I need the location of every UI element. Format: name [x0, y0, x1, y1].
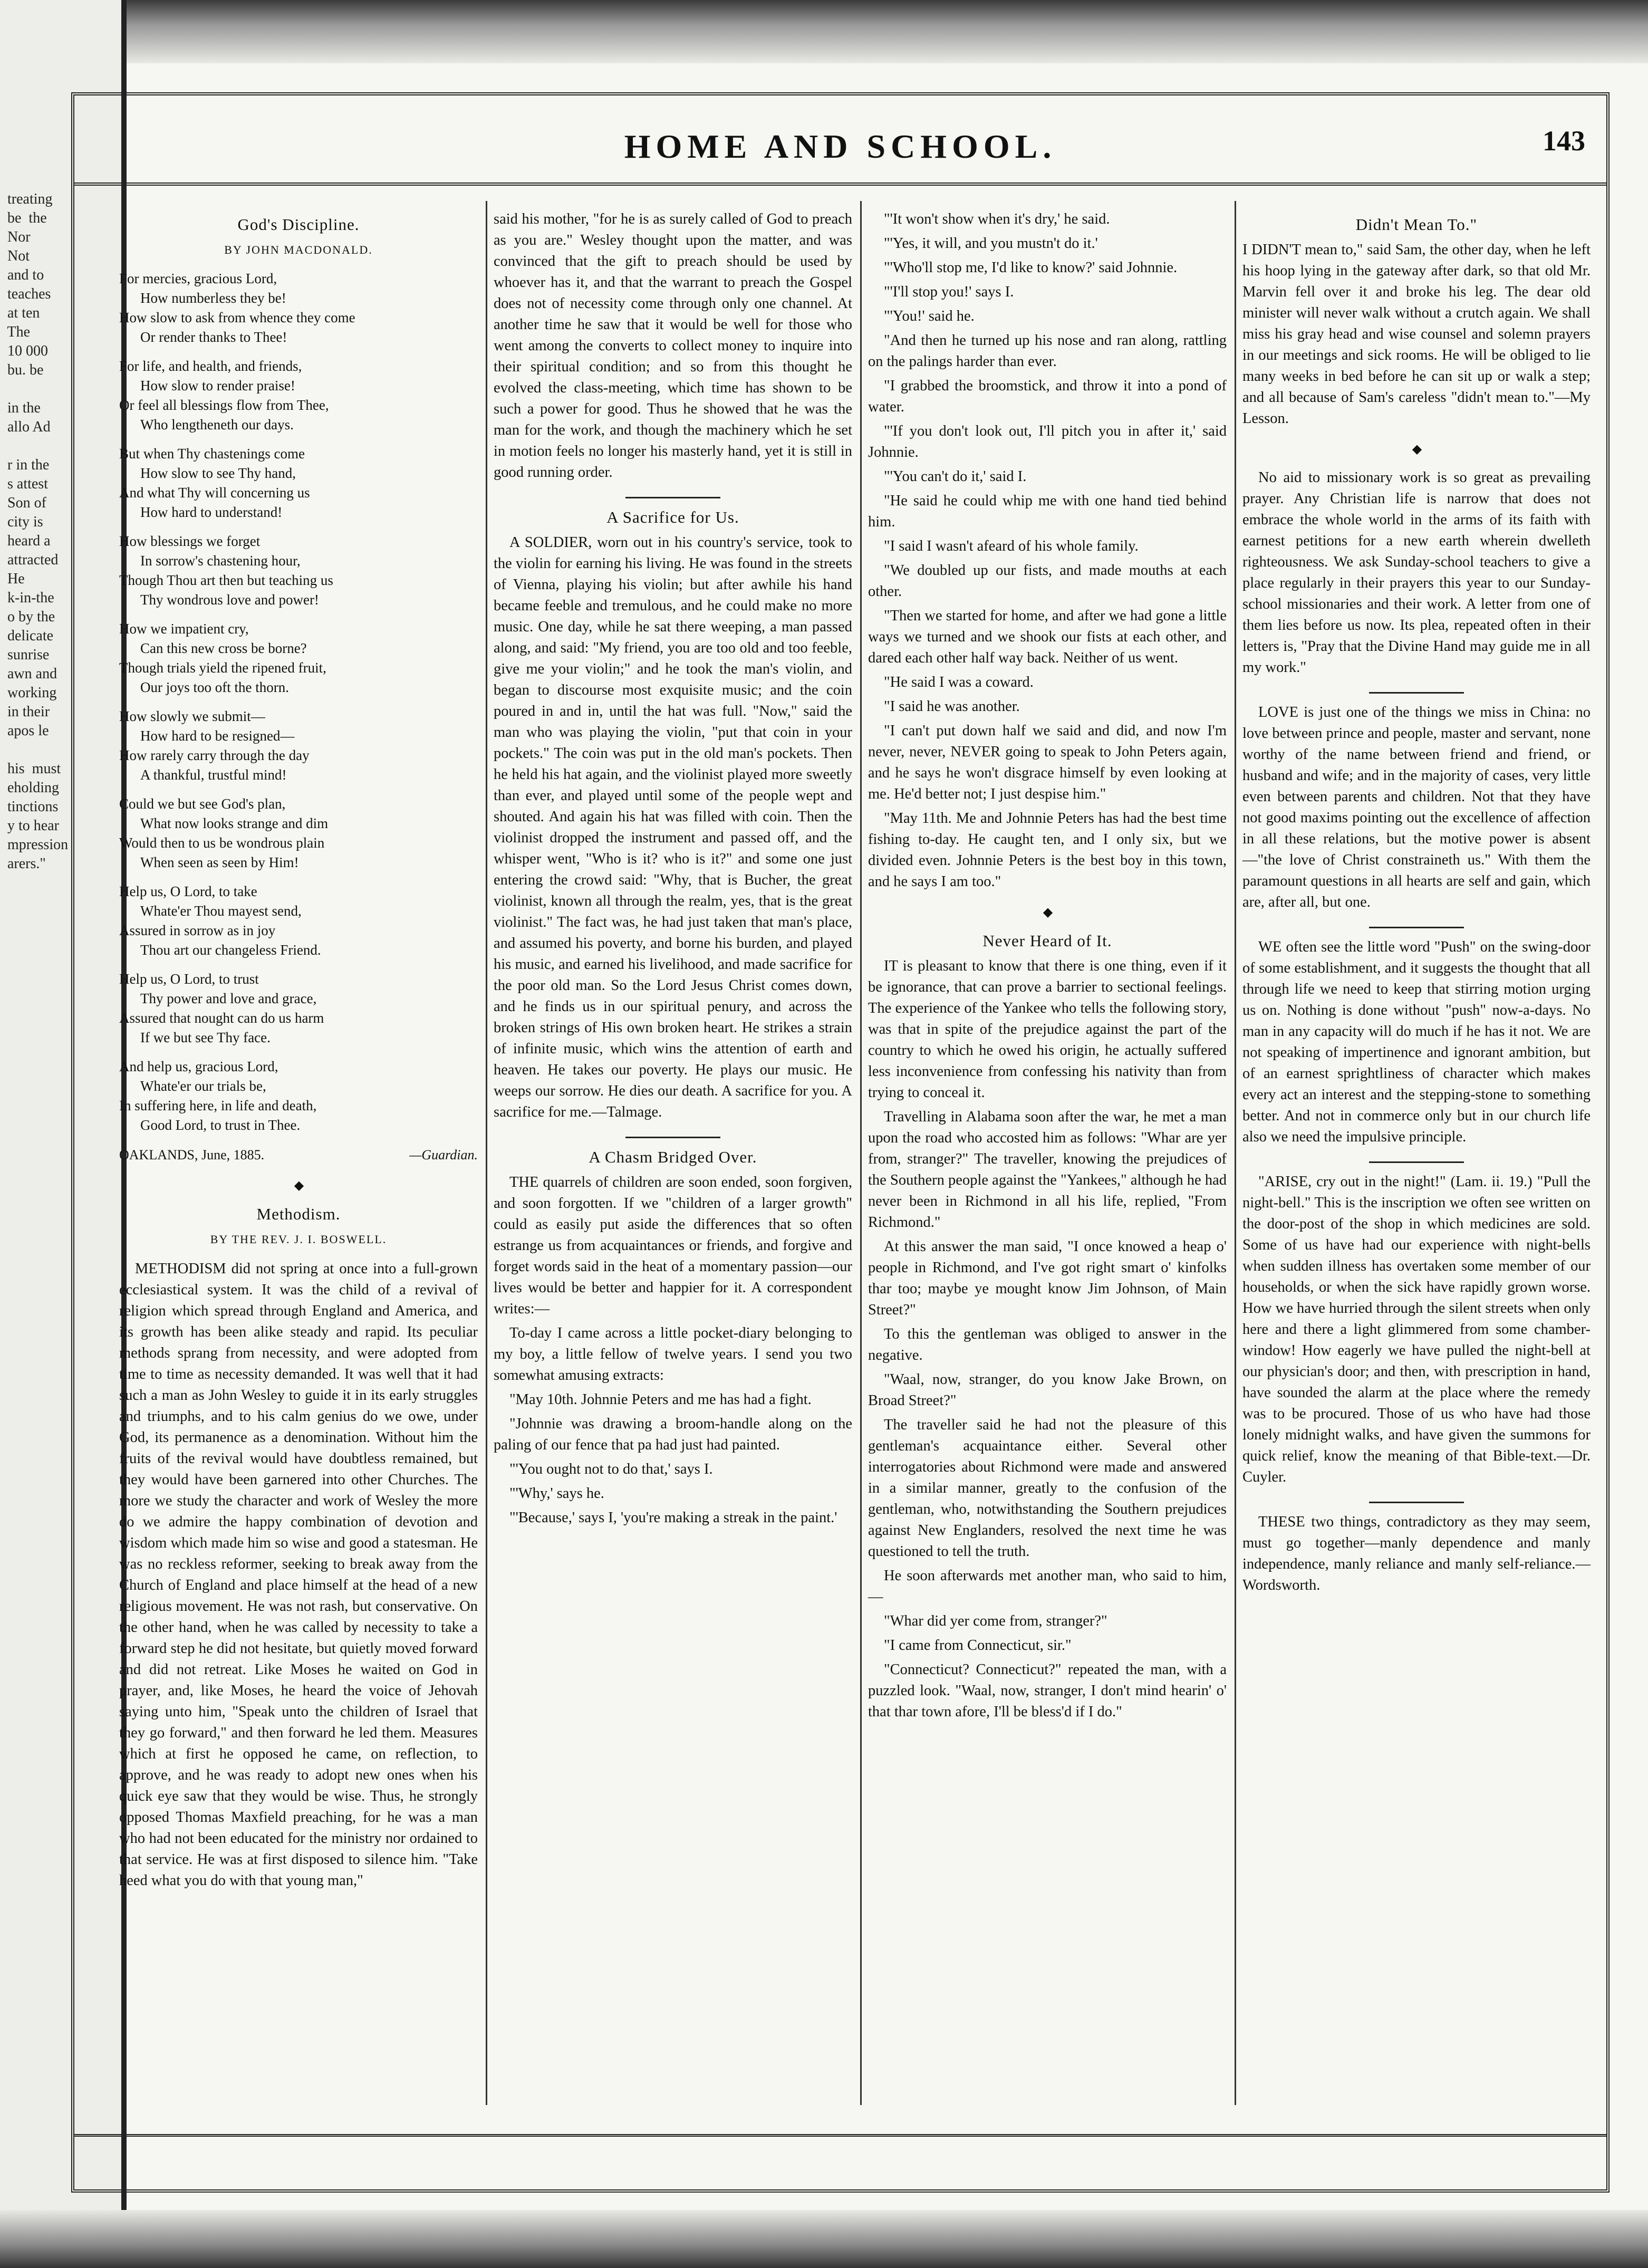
chasm-title: A Chasm Bridged Over. — [589, 1148, 757, 1166]
section-rule — [625, 1137, 720, 1138]
section-rule — [625, 497, 720, 498]
poem-line: How hard to understand! — [140, 504, 283, 520]
paragraph: "Waal, now, stranger, do you know Jake Brown, on Broad Street?" — [868, 1371, 1227, 1409]
page-bottom-rule — [74, 2134, 1606, 2137]
poem-stanza — [119, 882, 478, 960]
page-number: 143 — [1543, 125, 1585, 157]
poem-line: Help us, O Lord, to take — [119, 883, 257, 899]
poem-line: How hard to be resigned— — [140, 728, 295, 744]
poem-line: Or render thanks to Thee! — [140, 329, 287, 345]
section-rule — [1369, 692, 1464, 694]
section-rule — [1369, 927, 1464, 928]
column-divider — [1235, 201, 1236, 2105]
paragraph: "'Who'll stop me, I'd like to know?' said Johnnie. — [884, 260, 1178, 276]
poem-line: In sorrow's chastening hour, — [140, 553, 301, 569]
paragraph: "I came from Connecticut, sir." — [884, 1637, 1072, 1654]
paragraph: He soon afterwards met another man, who said to him,— — [868, 1568, 1227, 1605]
paragraph: To-day I came across a little pocket-diary belonging to my boy, a little fellow of twelve years. I send you two somewhat amusing extracts: — [494, 1325, 852, 1383]
paragraph: "He said he could whip me with one hand tied behind him. — [868, 493, 1227, 530]
poem-line: Our joys too oft the thorn. — [140, 679, 289, 695]
previous-page-fragment: treating be the Nor Not and to teaches at ten The 10 000 bu. be in the allo Ad r in the s attest Son of city is heard a attracted He k-in-the o by the delicate sunrise awn and working in their apos le his must eholding tinctions y to hear mpression arers." — [7, 191, 69, 872]
article-body: METHODISM did not spring at once into a full-grown ecclesiastical system. It was the child of a revival of religion which spread through England and America, and its growth has been alike steady and rapid. Its peculiar methods sprang from necessity, and were adopted from time to time as necessity demanded. It was well that it had such a man as John Wesley to guide it in its early struggles and triumphs, and to his calm genius do we owe, under God, its permanence as a denomination. Without him the fruits of the revival would have doubtless remained, but they would have been garnered into other Churches. The more we study the character and work of Wesley the more do we admire the happy combination of devotion and wisdom which made him so wise and good a statesman. He was no reckless reformer, seeking to break away from the Church of England and place himself at the head of a new religious movement. He was not rash, but conservative. On the other hand, when he was called by necessity to take a forward step he did not hesitate, but quietly moved forward and did not retreat. Like Moses he waited on God in prayer, and, like Moses, he heard the voice of Jehovah saying unto him, "Speak unto the children of Israel that they go forward," and then forward he led them. Measures which at first he opposed he came, on reflection, to approve, and he was ready to adopt new ones when his quick eye saw that they would be wise. Thus, he strongly opposed Thomas Maxfield preaching, for he was a man who had not been educated for the ministry nor ordained to that service. He was at first disposed to silence him. "Take heed what you do with that young man," — [119, 1261, 478, 1889]
these-body: THESE two things, contradictory as they may seem, must go together—manly dependence and manly independence, manly reliance and manly self-reliance.—Wordsworth. — [1242, 1514, 1591, 1593]
poem-date: OAKLANDS, June, 1885. — [119, 1147, 265, 1162]
poem-line: Thou art our changeless Friend. — [140, 942, 321, 958]
poem-stanzas — [119, 269, 478, 1135]
poem-stanza — [119, 444, 478, 522]
poem-stanza — [119, 357, 478, 435]
poem-line: And what Thy will concerning us — [119, 485, 310, 501]
poem-line: In suffering here, in life and death, — [119, 1098, 317, 1113]
poem-line: Assured that nought can do us harm — [119, 1010, 324, 1026]
poem-line: How blessings we forget — [119, 533, 261, 549]
paragraph: Travelling in Alabama soon after the war, he met a man upon the road who accosted him as follows: "Whar are yer from, stranger?" The traveller, knowing the prejudices of the Southern people against the "Yankees," although he had never been in Richmond in all his life, replied, "From Richmond." — [868, 1109, 1227, 1231]
poem-line: Could we but see God's plan, — [119, 796, 286, 812]
poem-line: Or feel all blessings flow from Thee, — [119, 397, 329, 413]
poem-line: When seen as seen by Him! — [140, 854, 299, 870]
poem-line: But when Thy chastenings come — [119, 446, 305, 462]
paragraph: "May 11th. Me and Johnnie Peters has had the best time fishing to-day. He caught ten, and I only six, but we divided even. Johnnie Peters is the best boy in this town, and he says I am too." — [868, 810, 1227, 890]
poem-line: Though trials yield the ripened fruit, — [119, 660, 326, 676]
article-title: Methodism. — [256, 1205, 341, 1223]
column-3 — [868, 209, 1227, 1726]
article-separator: ◆ — [1412, 443, 1421, 456]
poem-line: How numberless they be! — [140, 290, 286, 306]
paragraph: "'Why,' says he. — [509, 1485, 604, 1502]
paragraph: "Whar did yer come from, stranger?" — [884, 1613, 1107, 1629]
section-rule — [1369, 1502, 1464, 1503]
paragraph: "Johnnie was drawing a broom-handle along on the paling of our fence that pa had just had painted. — [494, 1416, 852, 1453]
poem-line: Assured in sorrow as in joy — [119, 922, 276, 938]
paragraph: "'It won't show when it's dry,' he said. — [884, 211, 1110, 227]
paragraph: "'You!' said he. — [884, 308, 975, 324]
poem-line: A thankful, trustful mind! — [140, 767, 287, 783]
article-separator: ◆ — [294, 1179, 303, 1193]
poem-byline: BY JOHN MACDONALD. — [224, 243, 373, 256]
poem-line: Who lengtheneth our days. — [140, 417, 294, 433]
column-divider — [860, 201, 862, 2105]
poem-line: Thy power and love and grace, — [140, 991, 317, 1006]
arise-body: "ARISE, cry out in the night!" (Lam. ii. 19.) "Pull the night-bell." This is the inscription we often see written on the door-post of the shop in which medicines are sold. Some of us have had our experience with night-bells when sudden illness has overtaken some member of our households, or when the sick have rapidly grown worse. How we have hurried through the silent streets when only here and there a light glimmered from some chamber-window! How eagerly we have pulled the night-bell at our physician's door; and then, with prescription in hand, have sounded the alarm at the place where the remedy was to be procured. Those of us who have had those lonely midnight walks, and have given the summons for quick relief, know the meaning of that Bible-text.—Dr. Cuyler. — [1242, 1174, 1591, 1485]
poem-dateline — [119, 1145, 478, 1166]
paragraph: The traveller said he had not the pleasure of this gentleman's acquaintance either. Several other interrogatories about Richmond were made and answered in a similar manner, greatly to the confusion of the gentleman, who, notwithstanding the Southern prejudices against New Englanders, resolved the next time he was questioned to tell the truth. — [868, 1417, 1227, 1560]
column-2 — [494, 209, 852, 1532]
paragraph: "'Yes, it will, and you mustn't do it.' — [884, 235, 1098, 252]
paragraph: "Connecticut? Connecticut?" repeated the man, with a puzzled look. "Waal, now, stranger, I don't mind hearin' o' that thar town afore, I'll be bless'd if I do." — [868, 1661, 1227, 1720]
paragraph: At this answer the man said, "I once knowed a heap o' people in Richmond, and I've got right smart o' kinfolks thar too; maybe ye mought know Jim Johnson, of Main Street?" — [868, 1238, 1227, 1318]
poem-line: Thy wondrous love and power! — [140, 592, 319, 608]
poem-stanza — [119, 269, 478, 347]
poem-line: Though Thou art then but teaching us — [119, 572, 333, 588]
poem-line: How we impatient cry, — [119, 621, 249, 637]
poem-line: For life, and health, and friends, — [119, 358, 302, 374]
scan-edge-bottom — [0, 2210, 1648, 2268]
paragraph: "I grabbed the broomstick, and throw it into a pond of water. — [868, 378, 1227, 415]
paragraph: "'I'll stop you!' says I. — [884, 284, 1014, 300]
scan-edge-top — [0, 0, 1648, 63]
poem-stanza — [119, 1057, 478, 1135]
poem-source: —Guardian. — [409, 1147, 478, 1162]
masthead-rule — [74, 182, 1606, 186]
column-1 — [119, 209, 478, 1895]
poem-line: And help us, gracious Lord, — [119, 1059, 278, 1074]
paragraph: "Then we started for home, and after we had gone a little ways we turned and we shook our fists at each other, and dared each other half way back. Neither of us went. — [868, 608, 1227, 666]
paragraph: "He said I was a coward. — [884, 674, 1034, 690]
didnt-title: Didn't Mean To." — [1355, 215, 1478, 234]
paragraph: "I said he was another. — [884, 698, 1020, 715]
poem-stanza — [119, 619, 478, 697]
paragraph: IT is pleasant to know that there is one thing, even if it be ignorance, that can prove a barrier to sectional feelings. The experience of the Yankee who tells the following story, was that in spite of the prejudice against the part of the country to which he owed his origin, he actually suffered less inconvenience from confessing his nativity than from trying to conceal it. — [868, 958, 1227, 1101]
missionary-body: No aid to missionary work is so great as prevailing prayer. Any Christian life is narrow that does not embrace the whole world in the arms of its faith with earnest petitions for a new earth wherein dwelleth righteousness. We ask Sunday-school teachers to give a place regularly in their prayers this year to our Sunday-school missionaries and their work. A letter from one of them lies before us now. Its plea, repeated often in their letters is, "Pray that the Divine Hand may guide me in all my work." — [1242, 469, 1591, 676]
paragraph: "I said I wasn't afeard of his whole family. — [884, 538, 1139, 554]
section-rule — [1369, 1161, 1464, 1163]
paragraph: "We doubled up our fists, and made mouths at each other. — [868, 562, 1227, 600]
paragraph: "'If you don't look out, I'll pitch you in after it,' said Johnnie. — [868, 423, 1227, 460]
article-byline: BY THE REV. J. I. BOSWELL. — [210, 1233, 387, 1246]
poem-line: How slow to ask from whence they come — [119, 310, 355, 325]
poem-line: Can this new cross be borne? — [140, 640, 307, 656]
poem-line: How slow to render praise! — [140, 378, 295, 393]
sacrifice-body: A SOLDIER, worn out in his country's service, took to the violin for earning his living. He was found in the streets of Vienna, playing his violin; but after awhile his hand became feeble and tremulous, and he could make no more music. One day, while he sat there weeping, a man passed along, and said: "My friend, you are too old and too feeble, give me your violin;" and he took the man's violin, and began to discourse most exquisite music; and the coin poured in and in, until the hat was full. "Now," said the man who was playing the violin, "put that coin in your pockets." The coin was put in the old man's pockets. Then he held his hat again, and the violinist played more sweetly than ever, and played until some of the people wept and shouted. And again his hat was filled with coin. Then the violinist dropped the instrument and passed off, and the whisper went, "Who is it? who is it?" and some one just entering the crowd said: "Why, that is Bucher, the great violinist, known all through the realm, yes, that is the great violinist." The fact was, he had just taken that man's place, and assumed his poverty, and borne his burden, and played his music, and earned his livelihood, and made sacrifice for the poor old man. So the Lord Jesus Christ comes down, and he finds us in our spiritual penury, and across the broken strings of His own broken heart. He strikes a strain of infinite music, which wins the attention of earth and heaven. He takes our poverty. He plays our music. He weeps our sorrow. He dies our death. A sacrifice for you. A sacrifice for me.—Talmage. — [494, 534, 852, 1120]
never-title: Never Heard of It. — [982, 931, 1112, 950]
poem-line: How slow to see Thy hand, — [140, 465, 296, 481]
poem-title: God's Discipline. — [237, 215, 360, 234]
article-separator: ◆ — [1043, 906, 1052, 919]
newspaper-page — [71, 92, 1610, 2193]
poem-stanza — [119, 969, 478, 1047]
poem-line: How rarely carry through the day — [119, 747, 310, 763]
poem-line: Help us, O Lord, to trust — [119, 971, 259, 987]
column-4 — [1242, 209, 1591, 1599]
love-body: LOVE is just one of the things we miss in China: no love between prince and people, master and servant, none worthy of the name between friend and friend, or husband and wife; and in the majority of cases, very little even between parents and children. Not that they have not good maxims pointing out the excellence of affection in all these relations, but the motive power is absent —"the love of Christ constraineth us." With them the paramount questions in all hearts are self and gain, which are, after all, but one. — [1242, 704, 1591, 910]
poem-stanza — [119, 532, 478, 610]
poem-line: For mercies, gracious Lord, — [119, 271, 277, 286]
paragraph: "And then he turned up his nose and ran along, rattling on the palings harder than ever. — [868, 332, 1227, 370]
poem-line: Whate'er our trials be, — [140, 1078, 266, 1094]
chasm-paragraphs — [494, 1323, 852, 1529]
chasm-intro: THE quarrels of children are soon ended, soon forgiven, and soon forgotten. If we "children of a larger growth" could as easily put aside the differences that so often estrange us from acquaintances or friends, and forgive and forget words said in the heat of a momentary passion—our lives would be better and happier for it. A correspondent writes:— — [494, 1174, 852, 1317]
paragraph: "May 10th. Johnnie Peters and me has had a fight. — [509, 1391, 812, 1408]
poem-line: What now looks strange and dim — [140, 815, 329, 831]
poem-stanza — [119, 707, 478, 785]
chasm-continuation — [868, 209, 1227, 892]
didnt-body: I DIDN'T mean to," said Sam, the other day, when he left his hoop lying in the gateway after dark, so that old Mr. Marvin fell over it and broke his leg. The dear old minister will never walk without a crutch again. We shall miss his gray head and wise counsel and solemn prayers in our meetings and sick rooms. He will be obliged to lie many weeks in bed before he can sit up or walk a step; and all because of Sam's careless "didn't mean to."—My Lesson. — [1242, 242, 1591, 427]
poem-line: Whate'er Thou mayest send, — [140, 903, 302, 919]
poem-line: How slowly we submit— — [119, 708, 265, 724]
masthead-title: HOME AND SCHOOL. — [624, 128, 1057, 165]
sacrifice-title: A Sacrifice for Us. — [606, 508, 739, 526]
paragraph: "'You ought not to do that,' says I. — [509, 1461, 713, 1477]
poem-stanza — [119, 794, 478, 872]
push-body: WE often see the little word "Push" on the swing-door of some establishment, and it suggests the thought that all through life we need to keep that stirring motion urging us on. Nothing is done without "push" now-a-days. No man in any capacity will do much if he has it not. We are not speaking of impertinence and ignorant ambition, but of an earnest sprightliness of character which makes every act an interest and the stepping-stone to something better. And not in commerce only but in our church life also we need the impulsive principle. — [1242, 939, 1591, 1145]
paragraph: To this the gentleman was obliged to answer in the negative. — [868, 1326, 1227, 1363]
never-paragraphs — [868, 956, 1227, 1723]
paragraph: "I can't put down half we said and did, and now I'm never, never, NEVER going to speak to John Peters again, and he says he won't disgrace himself by even looking at me. He'd better not; I just despise him." — [868, 723, 1227, 802]
article-continuation: said his mother, "for he is as surely called of God to preach as you are." Wesley thought upon the matter, and was convinced that the gift to preach should be used by whoever has it, and that the warrant to preach the Gospel does not of necessity come through only one channel. At another time he saw that it would be well for those who went among the converts to collect money to inquire into their spiritual condition; and so from this thought he evolved the class-meeting, which time has shown to be such a power for good. Thus he showed that he was the man for the work, and though the machinery which he set in motion feels no longer his masterly hand, yet it is still in good running order. — [494, 211, 852, 480]
poem-line: If we but see Thy face. — [140, 1030, 271, 1045]
column-divider — [486, 201, 487, 2105]
paragraph: "'Because,' says I, 'you're making a streak in the paint.' — [509, 1510, 837, 1526]
paragraph: "'You can't do it,' said I. — [884, 468, 1027, 485]
poem-line: Good Lord, to trust in Thee. — [140, 1117, 301, 1133]
poem-line: Would then to us be wondrous plain — [119, 835, 325, 851]
